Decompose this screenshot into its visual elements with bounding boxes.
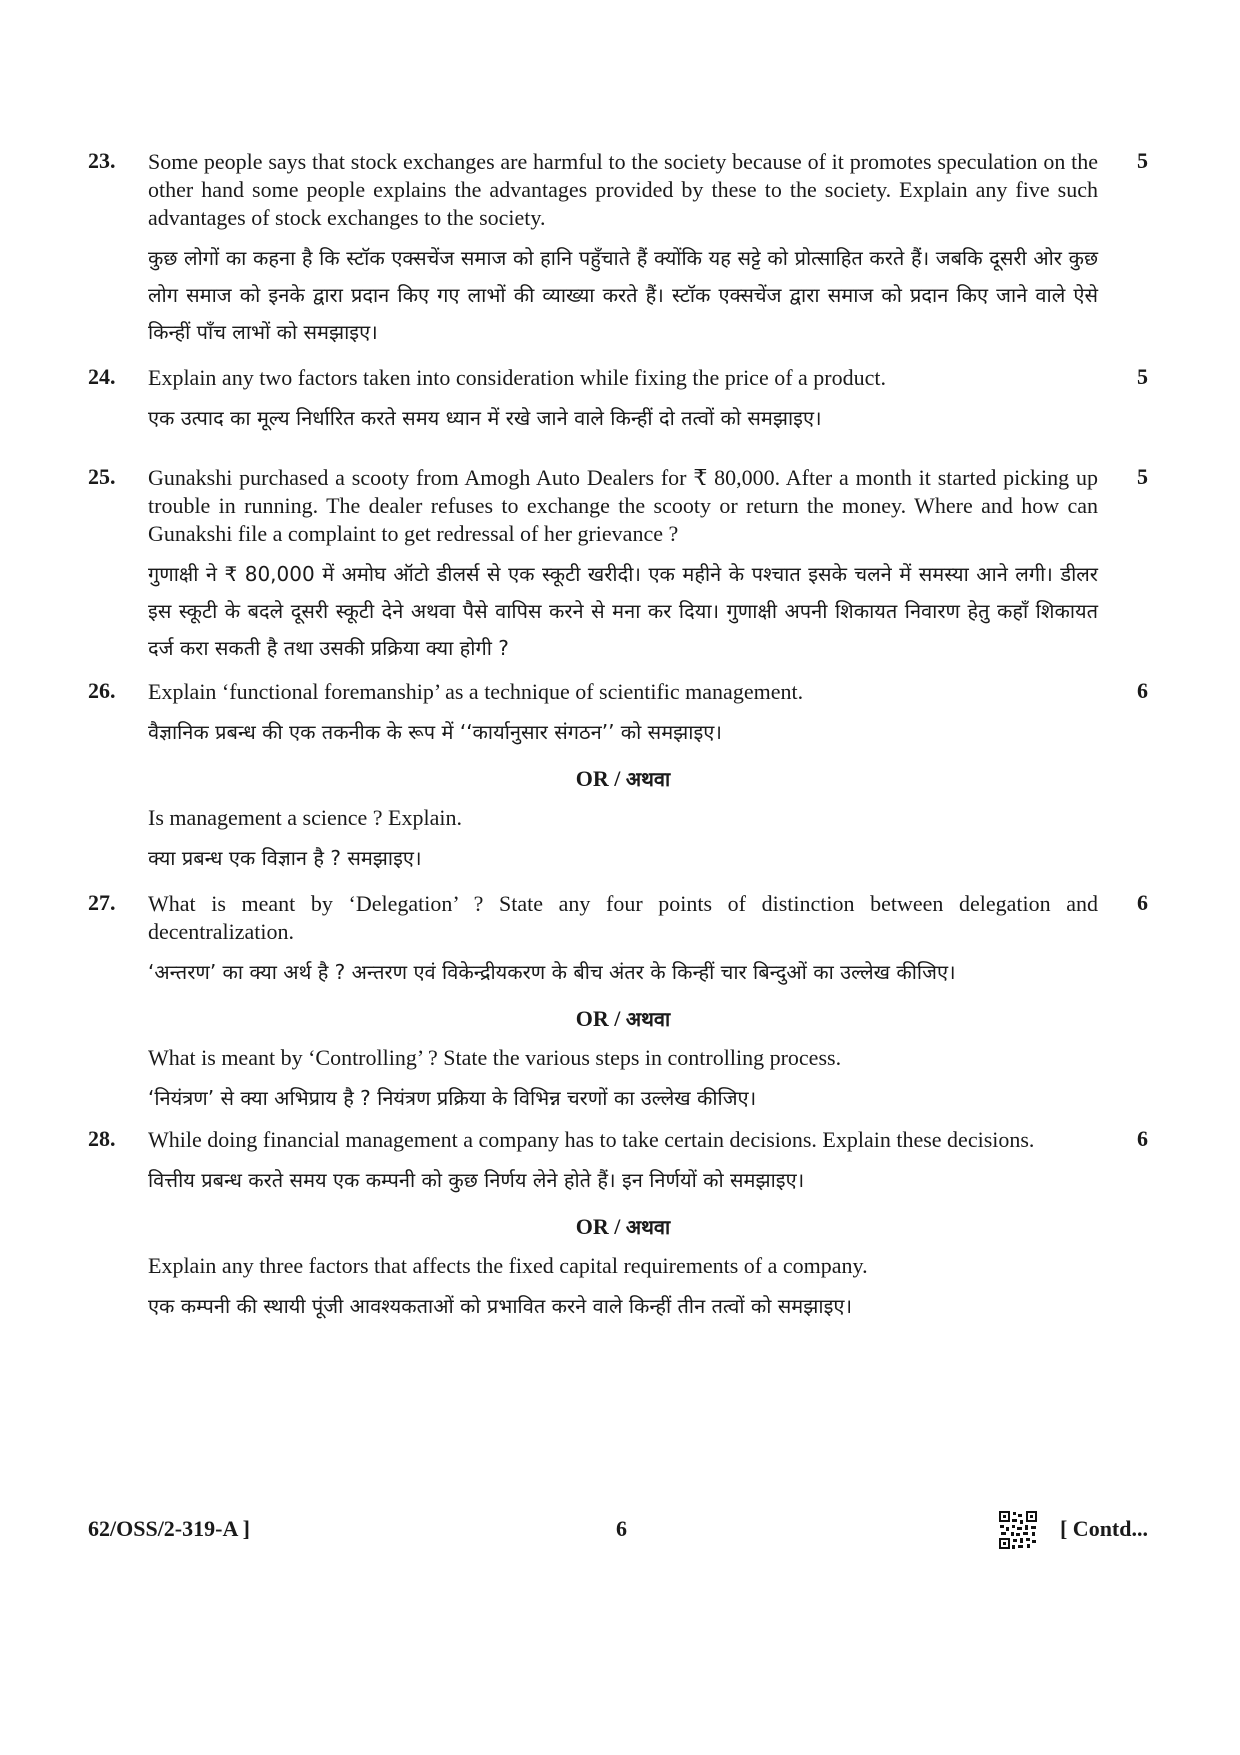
- question-number: 25.: [88, 464, 116, 489]
- alternative-text-en: Is management a science ? Explain.: [148, 805, 462, 830]
- question-text-en: Explain any two factors taken into consideration while fixing the price of a product.: [148, 365, 886, 390]
- question-text-hi: एक उत्पाद का मूल्य निर्धारित करते समय ध्यान में रखे जाने वाले किन्हीं दो तत्वों को समझाइए।: [148, 406, 822, 430]
- question-text-en: Gunakshi purchased a scooty from Amogh Auto Dealers for ₹ 80,000. After a month it started picking up trouble in running. The dealer refuses to exchange the scooty or return the money. Where and how can Gunakshi file a complaint to get redressal of her grievance ?: [148, 465, 1098, 546]
- question-text-en: Some people says that stock exchanges are harmful to the society because of it promotes speculation on the other hand some people explains the advantages provided by these to the society. Explain any five such advantages of stock exchanges to the society.: [148, 149, 1098, 230]
- question-26: [88, 678, 1148, 877]
- question-marks: 5: [1137, 148, 1148, 173]
- question-number: 23.: [88, 148, 116, 173]
- question-25: [88, 464, 1148, 667]
- question-text-hi: गुणाक्षी ने ₹ 80,000 में अमोघ ऑटो डीलर्स से एक स्कूटी खरीदी। एक महीने के पश्चात इसके चलने में समस्या आने लगी। डीलर इस स्कूटी के बदले दूसरी स्कूटी देने अथवा पैसे वापिस करने से मना कर दिया। गुणाक्षी अपनी शिकायत निवारण हेतु कहाँ शिकायत दर्ज करा सकती है तथा उसकी प्रक्रिया क्या होगी ?: [148, 562, 1098, 660]
- question-marks: 6: [1137, 890, 1148, 915]
- or-separator: OR / अथवा: [575, 1214, 671, 1239]
- question-text-en: While doing financial management a company has to take certain decisions. Explain these decisions.: [148, 1127, 1035, 1152]
- or-separator: OR / अथवा: [575, 766, 671, 791]
- question-marks: 6: [1137, 1126, 1148, 1151]
- question-text-hi: वैज्ञानिक प्रबन्ध की एक तकनीक के रूप में ‘‘कार्यानुसार संगठन’’ को समझाइए।: [148, 720, 722, 744]
- question-number: 28.: [88, 1126, 116, 1151]
- paper-code: 62/OSS/2-319-A ]: [88, 1516, 250, 1541]
- question-marks: 6: [1137, 678, 1148, 703]
- question-number: 26.: [88, 678, 116, 703]
- continued-label: [ Contd...: [1059, 1516, 1148, 1541]
- alternative-text-hi: क्या प्रबन्ध एक विज्ञान है ? समझाइए।: [148, 846, 422, 870]
- or-separator: OR / अथवा: [575, 1006, 671, 1031]
- alternative-text-hi: ‘नियंत्रण’ से क्या अभिप्राय है ? नियंत्रण प्रक्रिया के विभिन्न चरणों का उल्लेख कीजिए।: [148, 1086, 757, 1110]
- question-marks: 5: [1137, 364, 1148, 389]
- question-text-en: What is meant by ‘Delegation’ ? State any four points of distinction between delegation and decentralization.: [148, 891, 1098, 944]
- qr-code-icon: [998, 1510, 1038, 1550]
- question-text-en: Explain ‘functional foremanship’ as a technique of scientific management.: [148, 679, 804, 704]
- question-27: [88, 890, 1148, 1117]
- question-24: [88, 364, 1148, 437]
- question-number: 27.: [88, 890, 116, 915]
- alternative-text-hi: एक कम्पनी की स्थायी पूंजी आवश्यकताओं को प्रभावित करने वाले किन्हीं तीन तत्वों को समझाइए।: [148, 1294, 853, 1318]
- page-number: 6: [616, 1516, 627, 1541]
- question-text-hi: ‘अन्तरण’ का क्या अर्थ है ? अन्तरण एवं विकेन्द्रीयकरण के बीच अंतर के किन्हीं चार बिन्दुओं का उल्लेख कीजिए।: [148, 960, 956, 984]
- question-text-hi: वित्तीय प्रबन्ध करते समय एक कम्पनी को कुछ निर्णय लेने होते हैं। इन निर्णयों को समझाइए।: [148, 1168, 805, 1192]
- question-number: 24.: [88, 364, 116, 389]
- page-footer: [88, 1510, 1148, 1550]
- question-28: [88, 1126, 1148, 1325]
- question-marks: 5: [1137, 464, 1148, 489]
- alternative-text-en: Explain any three factors that affects the fixed capital requirements of a company.: [148, 1253, 868, 1278]
- question-text-hi: कुछ लोगों का कहना है कि स्टॉक एक्सचेंज समाज को हानि पहुँचाते हैं क्योंकि यह सट्टे को प्रोत्साहित करते हैं। जबकि दूसरी ओर कुछ लोग समाज को इनके द्वारा प्रदान किए गए लाभों की व्याख्या करते हैं। स्टॉक एक्सचेंज द्वारा समाज को प्रदान किए जाने वाले ऐसे किन्हीं पाँच लाभों को समझाइए।: [148, 246, 1098, 344]
- question-23: [88, 148, 1148, 351]
- alternative-text-en: What is meant by ‘Controlling’ ? State the various steps in controlling process.: [148, 1045, 842, 1070]
